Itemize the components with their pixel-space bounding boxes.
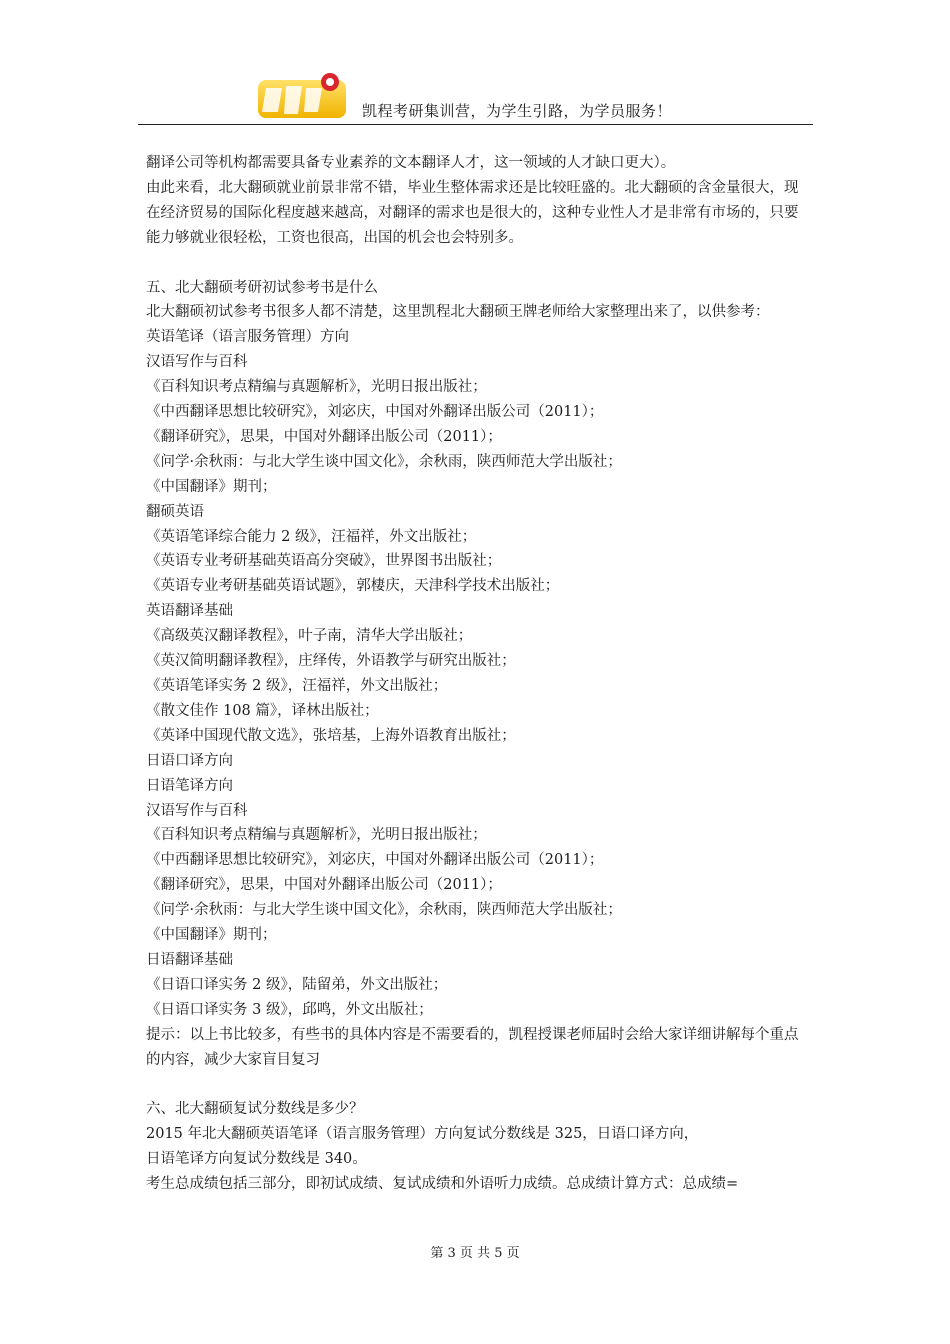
book-line: 《英译中国现代散文选》，张培基，上海外语教育出版社； <box>146 727 516 744</box>
book-line: 《英语笔译综合能力 2 级》，汪福祥，外文出版社； <box>146 528 477 545</box>
book-line: 英语翻译基础 <box>146 603 233 620</box>
book-line: 英语笔译（语言服务管理）方向 <box>146 329 349 346</box>
document-body <box>146 151 811 1197</box>
book-line: 《中国翻译》期刊； <box>146 478 277 495</box>
book-line: 汉语写作与百科 <box>146 802 248 819</box>
section-6-line: 考生总成绩包括三部分，即初试成绩、复试成绩和外语听力成绩。总成绩计算方式：总成绩= <box>146 1176 739 1193</box>
book-line: 日语笔译方向 <box>146 777 233 794</box>
intro-line-1: 翻译公司等机构都需要具备专业素养的文本翻译人才，这一领域的人才缺口更大）。 <box>146 155 676 171</box>
book-line: 日语口译方向 <box>146 752 233 769</box>
book-line: 翻硕英语 <box>146 503 204 520</box>
book-line: 《英语专业考研基础英语高分突破》，世界图书出版社； <box>146 553 502 570</box>
spacer <box>146 1073 811 1098</box>
book-line: 《问学·余秋雨：与北大学生谈中国文化》，余秋雨，陕西师范大学出版社； <box>146 453 622 470</box>
book-line: 《百科知识考点精编与真题解析》，光明日报出版社； <box>146 379 487 396</box>
book-line: 《日语口译实务 2 级》，陆留弟，外文出版社； <box>146 976 448 993</box>
spacer <box>146 251 811 276</box>
book-line: 《日语口译实务 3 级》，邱鸣，外文出版社； <box>146 1001 433 1018</box>
intro-paragraph: 由此来看，北大翻硕就业前景非常不错，毕业生整体需求还是比较旺盛的。北大翻硕的含金量很大，现在经济贸易的国际化程度越来越高，对翻译的需求也是很大的，这种专业性人才是非常有市场的，只要能力够就业很轻松，工资也很高，出国的机会也会特别多。 <box>146 179 799 246</box>
book-line: 汉语写作与百科 <box>146 354 248 371</box>
book-line: 《英语专业考研基础英语试题》，郭棲庆，天津科学技术出版社； <box>146 578 560 595</box>
section-5-heading: 五、北大翻硕考研初试参考书是什么 <box>146 279 378 296</box>
book-line: 《英汉简明翻译教程》，庄绎传，外语教学与研究出版社； <box>146 653 516 670</box>
book-line: 《高级英汉翻译教程》，叶子南，清华大学出版社； <box>146 628 473 645</box>
section-5-lead: 北大翻硕初试参考书很多人都不清楚，这里凯程北大翻硕王牌老师给大家整理出来了，以供参考： <box>146 304 770 321</box>
book-line: 《中西翻译思想比较研究》，刘宓庆，中国对外翻译出版公司（2011）； <box>146 404 604 421</box>
header-slogan: 凯程考研集训营，为学生引路，为学员服务！ <box>362 102 673 120</box>
book-line: 日语翻译基础 <box>146 951 233 968</box>
section-6-heading: 六、北大翻硕复试分数线是多少？ <box>146 1101 364 1118</box>
page-number: 第 3 页 共 5 页 <box>430 1246 520 1261</box>
section-6-line: 2015 年北大翻硕英语笔译（语言服务管理）方向复试分数线是 325，日语口译方向， <box>146 1126 699 1143</box>
kaicheng-logo <box>256 66 348 122</box>
book-line: 《翻译研究》，思果，中国对外翻译出版公司（2011）； <box>146 428 502 445</box>
book-line: 《百科知识考点精编与真题解析》，光明日报出版社； <box>146 827 487 844</box>
book-line: 《英语笔译实务 2 级》，汪福祥，外文出版社； <box>146 678 448 695</box>
book-line: 《散文佳作 108 篇》，译林出版社； <box>146 702 379 719</box>
page-header <box>138 60 813 125</box>
book-line: 《中国翻译》期刊； <box>146 927 277 944</box>
book-line: 《中西翻译思想比较研究》，刘宓庆，中国对外翻译出版公司（2011）； <box>146 852 604 869</box>
section-5-tip: 提示：以上书比较多，有些书的具体内容是不需要看的，凯程授课老师届时会给大家详细讲解每个重点的内容，减少大家盲目复习 <box>146 1026 799 1068</box>
book-line: 《翻译研究》，思果，中国对外翻译出版公司（2011）； <box>146 877 502 894</box>
section-6-line: 日语笔译方向复试分数线是 340。 <box>146 1151 367 1168</box>
book-line: 《问学·余秋雨：与北大学生谈中国文化》，余秋雨，陕西师范大学出版社； <box>146 902 622 919</box>
